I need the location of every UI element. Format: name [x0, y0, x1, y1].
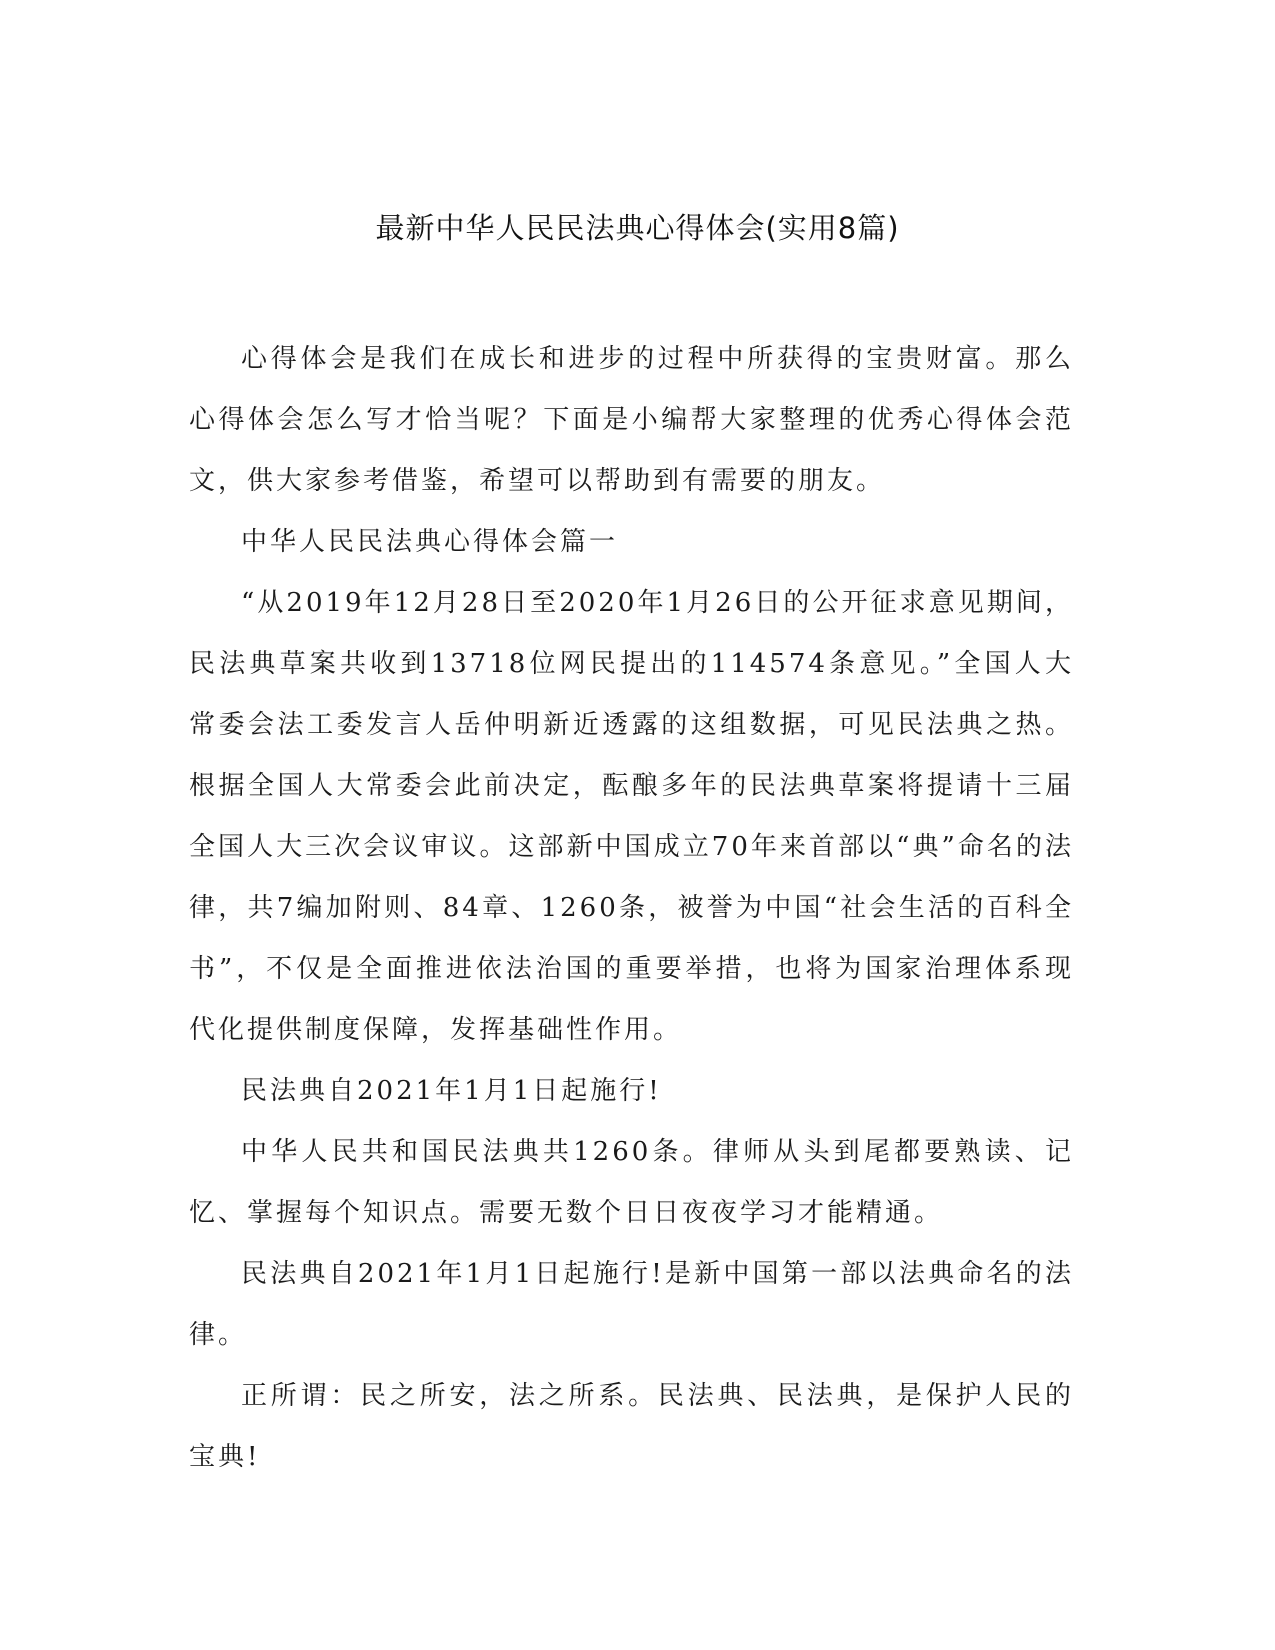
body-paragraph: “从2019年12月28日至2020年1月26日的公开征求意见期间，民法典草案共收到13718位网民提出的114574条意见。”全国人大常委会法工委发言人岳仲明新近透露的这组数据，可见民法典之热。根据全国人大常委会此前决定，酝酿多年的民法典草案将提请十三届全国人大三次会议审议。这部新中国成立70年来首部以“典”命名的法律，共7编加附则、84章、1260条，被誉为中国“社会生活的百科全书”，不仅是全面推进依法治国的重要举措，也将为国家治理体系现代化提供制度保障，发挥基础性作用。 [189, 588, 1074, 1045]
intro-paragraph: 心得体会是我们在成长和进步的过程中所获得的宝贵财富。那么心得体会怎么写才恰当呢？下面是小编帮大家整理的优秀心得体会范文，供大家参考借鉴，希望可以帮助到有需要的朋友。 [189, 344, 1074, 496]
document-title: 最新中华人民民法典心得体会(实用8篇) [375, 211, 900, 245]
section-heading: 中华人民民法典心得体会篇一 [241, 527, 619, 557]
document-body [189, 329, 1074, 1488]
body-paragraph: 中华人民共和国民法典共1260条。律师从头到尾都要熟读、记忆、掌握每个知识点。需要无数个日日夜夜学习才能精通。 [189, 1137, 1074, 1228]
body-paragraph: 民法典自2021年1月1日起施行! [241, 1076, 662, 1106]
body-paragraph: 正所谓：民之所安，法之所系。民法典、民法典，是保护人民的宝典! [189, 1381, 1074, 1472]
body-paragraph: 民法典自2021年1月1日起施行!是新中国第一部以法典命名的法律。 [189, 1259, 1074, 1350]
